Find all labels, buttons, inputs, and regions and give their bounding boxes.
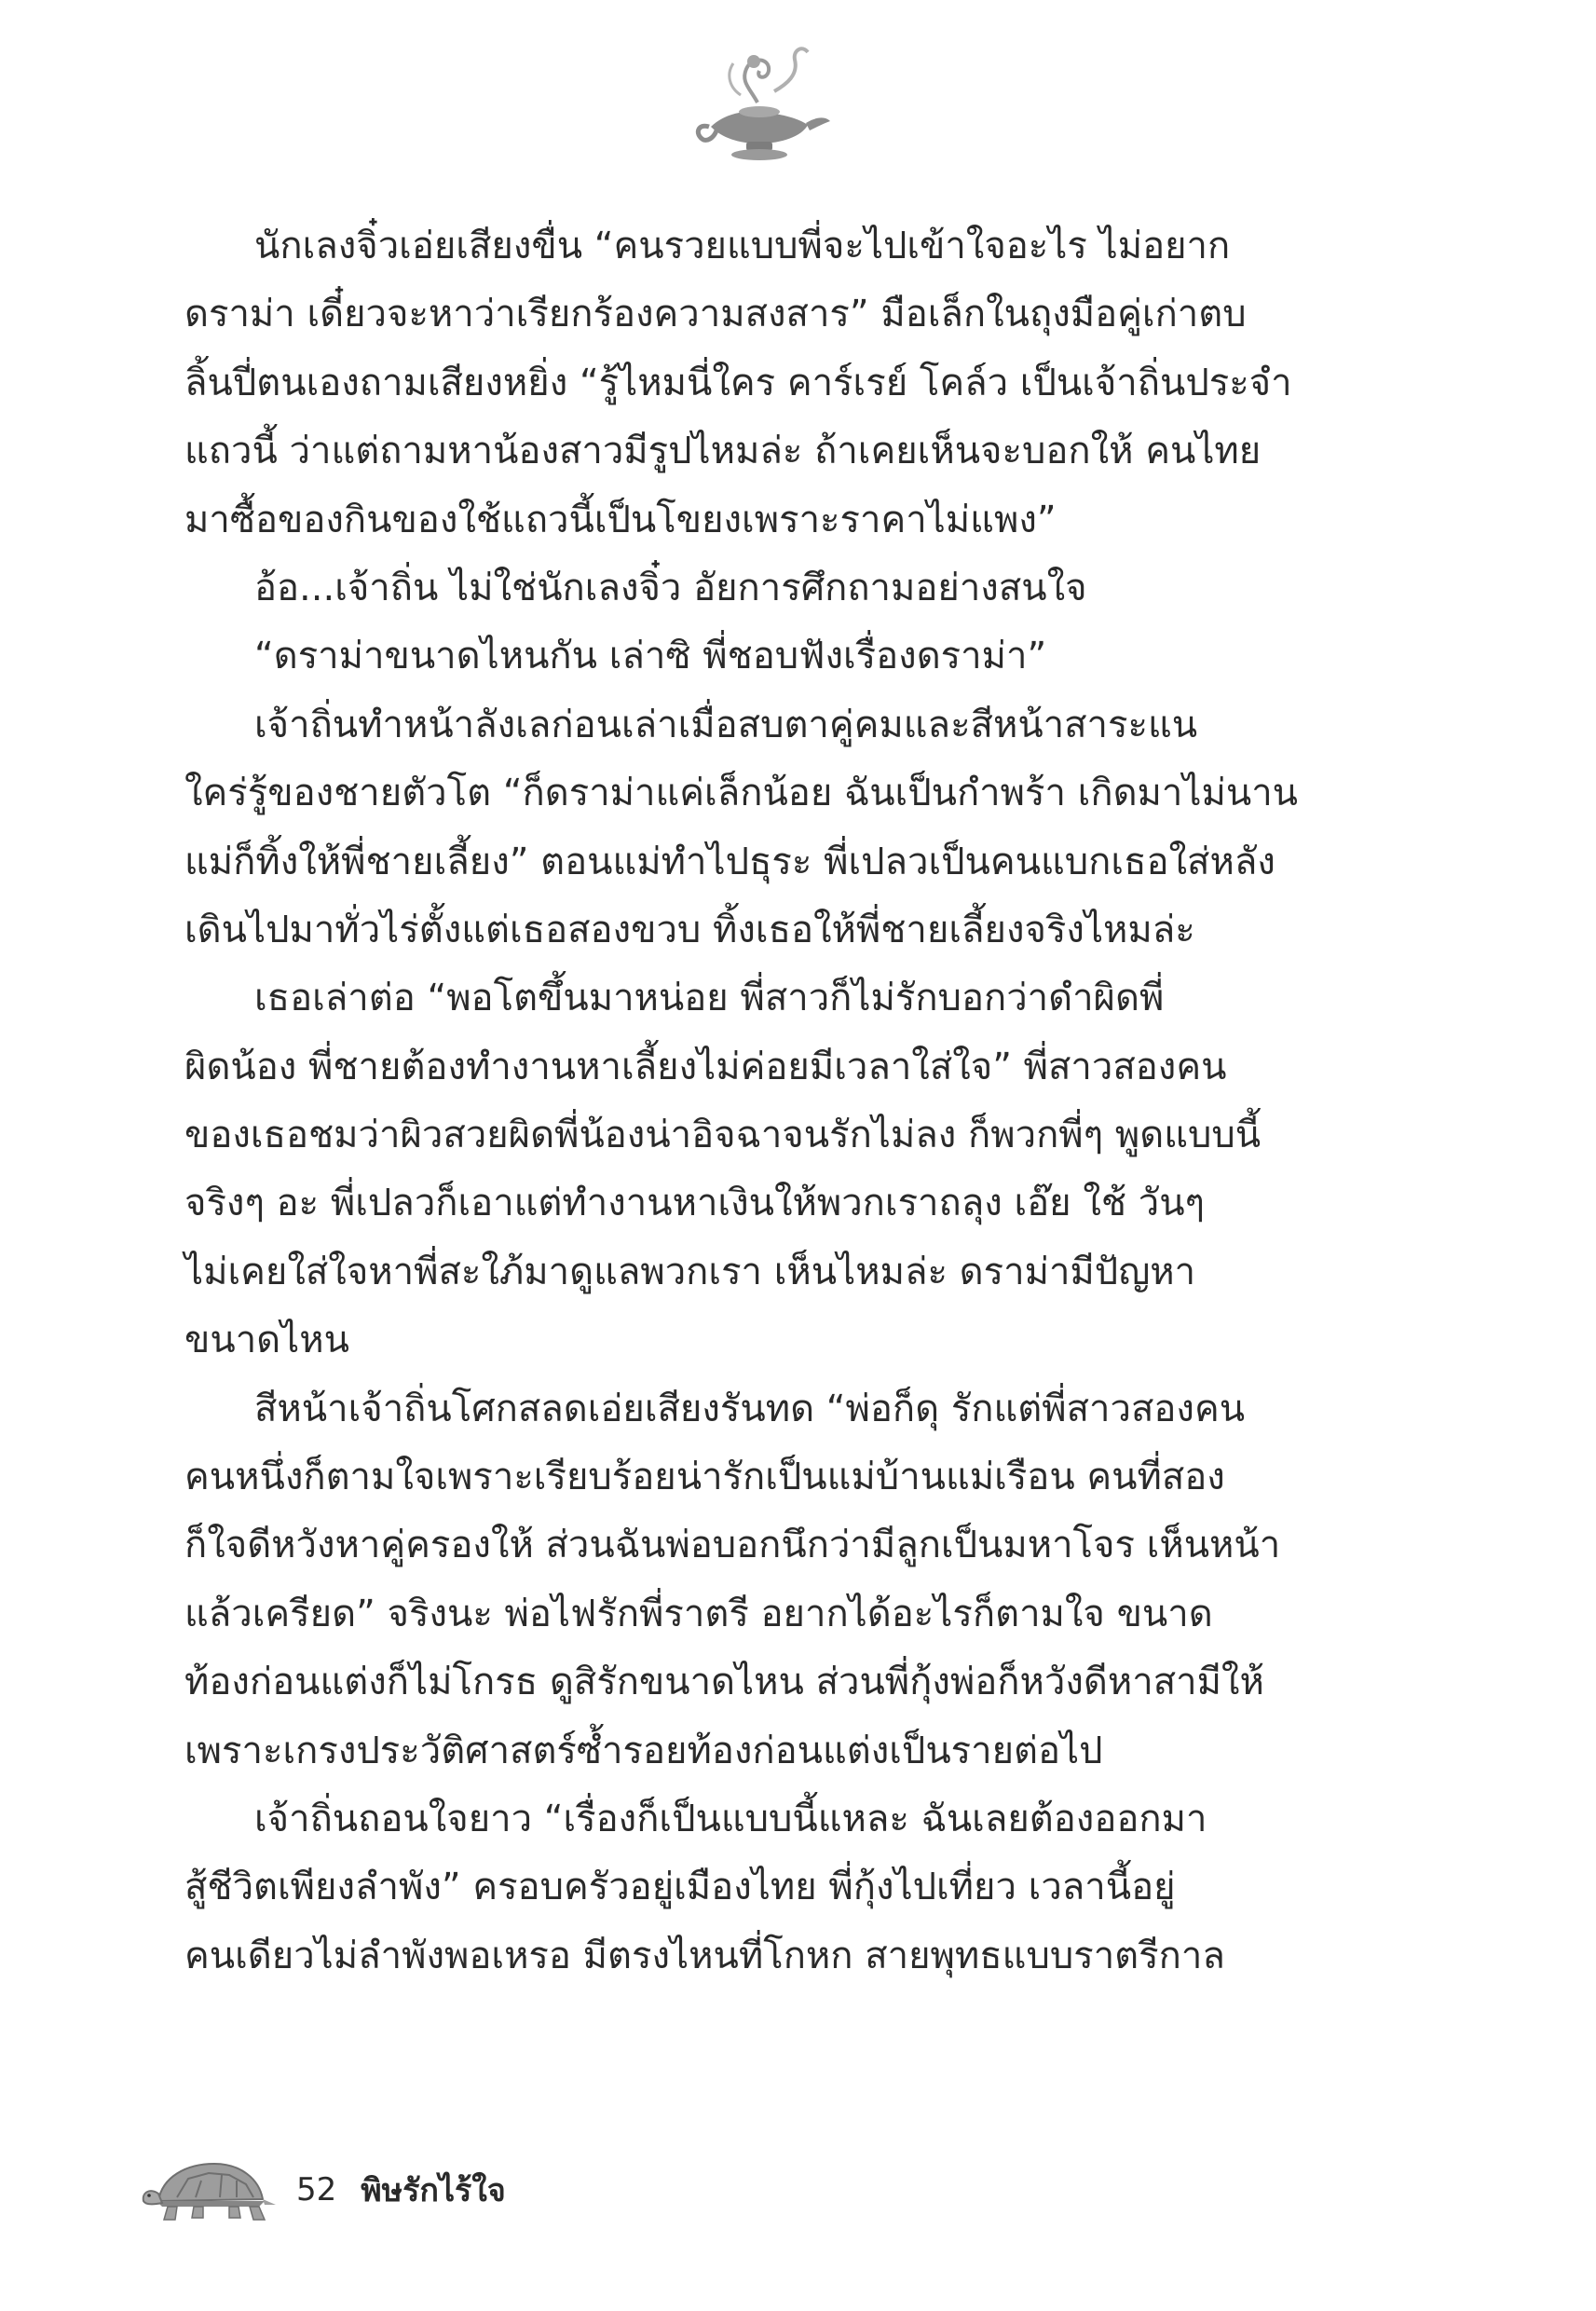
page-number: 52	[296, 2171, 337, 2208]
text-line: เจ้าถิ่นถอนใจยาว “เรื่องก็เป็นแบบนี้แหละ ฉันเลยต้องออกมา	[254, 1797, 1207, 1840]
book-title: พิษรักไร้ใจ	[361, 2172, 506, 2209]
text-line: เพราะเกรงประวัติศาสตร์ซ้ำรอยท้องก่อนแต่งเป็นรายต่อไป	[184, 1729, 1103, 1772]
genie-lamp-icon	[685, 37, 834, 168]
text-line: ผิดน้อง พี่ชายต้องทำงานหาเลี้ยงไม่ค่อยมีเวลาใส่ใจ” พี่สาวสองคน	[184, 1045, 1227, 1088]
text-line: แล้วเครียด” จริงนะ พ่อไฟรักพี่ราตรี อยากได้อะไรก็ตามใจ ขนาด	[184, 1592, 1213, 1635]
page-footer	[140, 2148, 506, 2232]
text-line: อ้อ...เจ้าถิ่น ไม่ใช่นักเลงจิ๋ว อัยการศึกถามอย่างสนใจ	[254, 566, 1087, 609]
text-line: แม่ก็ทิ้งให้พี่ชายเลี้ยง” ตอนแม่ทำไปธุระ พี่เปลวเป็นคนแบกเธอใส่หลัง	[184, 840, 1275, 883]
text-line: มาซื้อของกินของใช้แถวนี้เป็นโขยงเพราะราคาไม่แพง”	[184, 498, 1057, 541]
text-line: คนหนึ่งก็ตามใจเพราะเรียบร้อยน่ารักเป็นแม่บ้านแม่เรือน คนที่สอง	[184, 1456, 1225, 1499]
text-line: จริงๆ อะ พี่เปลวก็เอาแต่ทำงานหาเงินให้พวกเราถลุง เอ๊ย ใช้ วันๆ	[184, 1182, 1206, 1225]
text-line: คนเดียวไม่ลำพังพอเหรอ มีตรงไหนที่โกหก สายพุทธแบบราตรีกาล	[184, 1934, 1225, 1977]
text-line: ดราม่า เดี๋ยวจะหาว่าเรียกร้องความสงสาร” มือเล็กในถุงมือคู่เก่าตบ	[184, 293, 1247, 336]
text-line: ของเธอชมว่าผิวสวยผิดพี่น้องน่าอิจฉาจนรักไม่ลง ก็พวกพี่ๆ พูดแบบนี้	[184, 1114, 1262, 1157]
text-line: เธอเล่าต่อ “พอโตขึ้นมาหน่อย พี่สาวก็ไม่รักบอกว่าดำผิดพี่	[254, 977, 1165, 1020]
text-line: นักเลงจิ๋วเอ่ยเสียงขื่น “คนรวยแบบพี่จะไปเข้าใจอะไร ไม่อยาก	[254, 225, 1231, 267]
text-line: ลิ้นปี่ตนเองถามเสียงหยิ่ง “รู้ไหมนี่ใคร คาร์เรย์ โคล์ว เป็นเจ้าถิ่นประจำ	[184, 361, 1292, 404]
text-line: ท้องก่อนแต่งก็ไม่โกรธ ดูสิรักขนาดไหน ส่วนพี่กุ้งพ่อก็หวังดีหาสามีให้	[184, 1661, 1264, 1704]
text-line: ใคร่รู้ของชายตัวโต “ก็ดราม่าแค่เล็กน้อย ฉันเป็นกำพร้า เกิดมาไม่นาน	[184, 772, 1298, 815]
text-line: “ดราม่าขนาดไหนกัน เล่าซิ พี่ชอบฟังเรื่องดราม่า”	[254, 635, 1047, 678]
text-line: ขนาดไหน	[184, 1319, 349, 1362]
text-line: แถวนี้ ว่าแต่ถามหาน้องสาวมีรูปไหมล่ะ ถ้าเคยเห็นจะบอกให้ คนไทย	[184, 430, 1262, 473]
text-line: เดินไปมาทั่วไร่ตั้งแต่เธอสองขวบ ทิ้งเธอให้พี่ชายเลี้ยงจริงไหมล่ะ	[184, 908, 1195, 951]
tortoise-icon	[140, 2153, 280, 2227]
text-line: ไม่เคยใส่ใจหาพี่สะใภ้มาดูแลพวกเรา เห็นไหมล่ะ ดราม่ามีปัญหา	[184, 1250, 1196, 1293]
text-line: สู้ชีวิตเพียงลำพัง” ครอบครัวอยู่เมืองไทย พี่กุ้งไปเที่ยว เวลานี้อยู่	[184, 1866, 1176, 1909]
text-line: ก็ใจดีหวังหาคู่ครองให้ ส่วนฉันพ่อบอกนึกว่ามีลูกเป็นมหาโจร เห็นหน้า	[184, 1524, 1281, 1567]
body-text	[184, 212, 1326, 1990]
text-line: สีหน้าเจ้าถิ่นโศกสลดเอ่ยเสียงรันทด “พ่อก็ดุ รักแต่พี่สาวสองคน	[254, 1387, 1246, 1430]
text-line: เจ้าถิ่นทำหน้าลังเลก่อนเล่าเมื่อสบตาคู่คมและสีหน้าสาระแน	[254, 703, 1198, 746]
